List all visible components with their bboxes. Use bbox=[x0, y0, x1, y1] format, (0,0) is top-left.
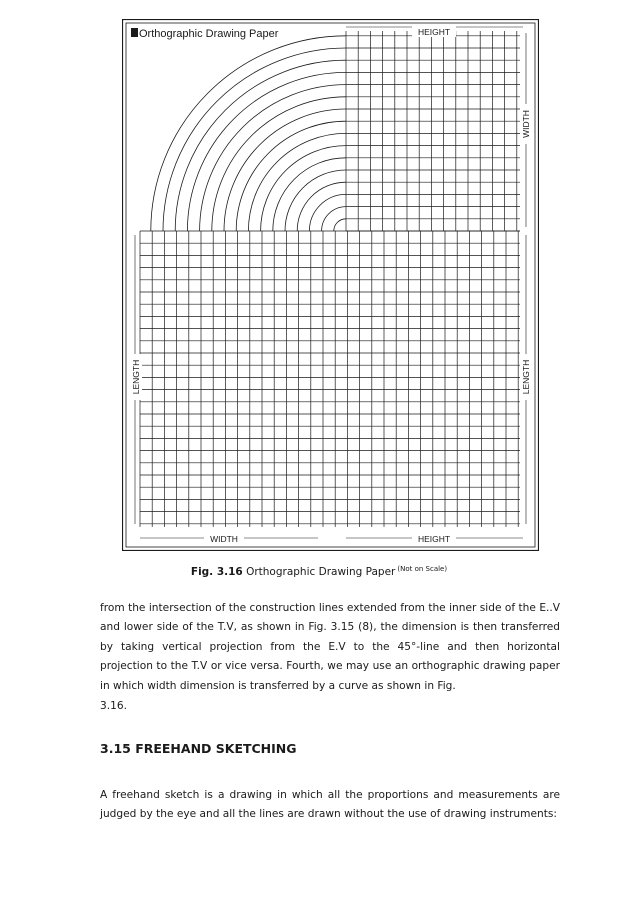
body-paragraph: A freehand sketch is a drawing in which all the proportions and measurements are judged by the eye and all the lines are drawn without the use of drawing instruments: bbox=[100, 789, 560, 821]
figure-caption-note: (Not on Scale) bbox=[397, 565, 448, 573]
arc-line bbox=[297, 182, 346, 231]
inner-border bbox=[126, 23, 535, 547]
drawing-paper-svg bbox=[122, 19, 539, 551]
figure-caption-text: Orthographic Drawing Paper bbox=[246, 566, 396, 578]
width-label-right: WIDTH bbox=[521, 110, 531, 138]
width-label-bottom: WIDTH bbox=[210, 534, 238, 544]
length-label-right: LENGTH bbox=[521, 359, 531, 395]
arc-line bbox=[261, 146, 346, 231]
figure-number: Fig. 3.16 bbox=[190, 566, 243, 578]
arc-line bbox=[322, 207, 346, 231]
title-mark bbox=[131, 28, 138, 37]
quarter-circle-arcs bbox=[151, 36, 346, 231]
arc-line bbox=[187, 72, 346, 231]
figure-caption bbox=[0, 565, 638, 578]
section-heading: 3.15 FREEHAND SKETCHING bbox=[100, 741, 297, 756]
figure-title: Orthographic Drawing Paper bbox=[139, 28, 279, 40]
arc-line bbox=[334, 219, 346, 231]
arc-line bbox=[200, 85, 346, 231]
arc-line bbox=[248, 133, 346, 231]
arc-line bbox=[309, 194, 346, 231]
arc-line bbox=[212, 97, 346, 231]
outer-border bbox=[123, 20, 539, 551]
arc-line bbox=[273, 158, 346, 231]
body-paragraph: from the intersection of the construction lines extended from the inner side of the E..V and lower side of the T.V, as shown in Fig. 3.15 (8), the dimension is then transferred by taking vertical projection from the E.V to the 45°-line and then horizontal projection to the T.V or vice versa. Fourth, we may use an orthographic drawing paper in which width dimension is transferred by a curve as shown in Fig. bbox=[100, 602, 560, 692]
orthographic-drawing-paper-figure bbox=[122, 19, 539, 551]
arc-line bbox=[151, 36, 346, 231]
arc-line bbox=[163, 48, 346, 231]
length-label-left: LENGTH bbox=[131, 359, 141, 395]
arc-line bbox=[236, 121, 346, 231]
dimension-lines bbox=[135, 27, 526, 538]
height-label-top: HEIGHT bbox=[417, 27, 451, 37]
height-label-bottom: HEIGHT bbox=[417, 534, 451, 544]
body-paragraph-continuation: 3.16. bbox=[100, 700, 127, 712]
